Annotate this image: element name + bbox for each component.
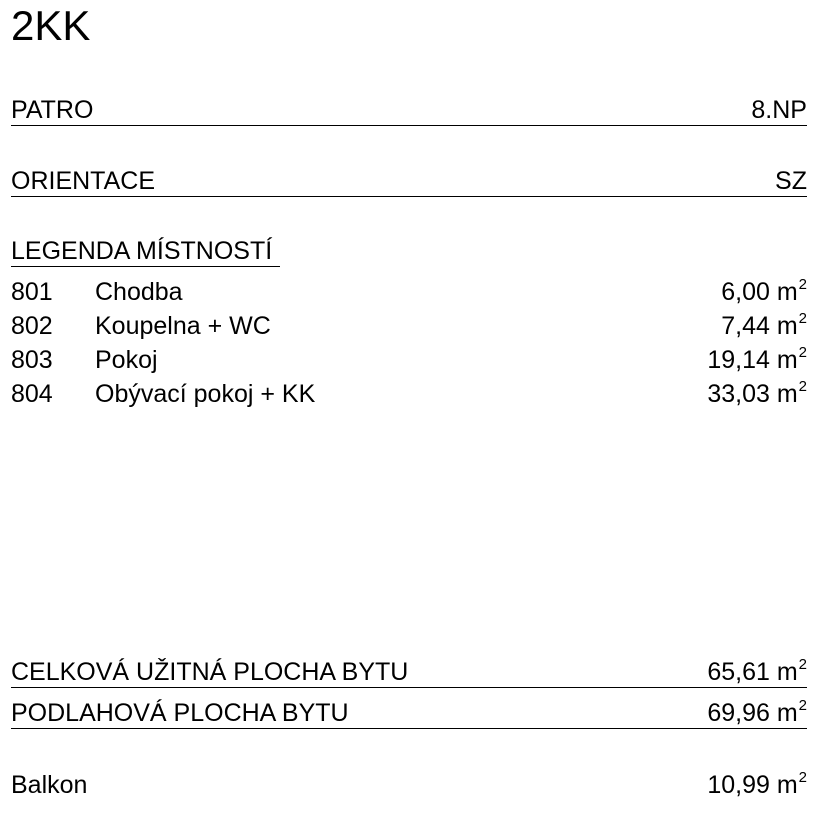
room-row	[11, 277, 807, 307]
floor-row	[11, 95, 807, 126]
usable-area-label: CELKOVÁ UŽITNÁ PLOCHA BYTU	[11, 658, 409, 686]
room-name: Chodba	[95, 278, 183, 306]
balcony-row	[11, 770, 807, 800]
apartment-type-title: 2KK	[11, 2, 91, 49]
room-area: 7,44 $m^2$	[721, 309, 807, 340]
floor-area-row	[11, 698, 807, 729]
room-number: 802	[11, 312, 53, 340]
room-legend-title: LEGENDA MÍSTNOSTÍ	[11, 236, 280, 267]
usable-area-row	[11, 657, 807, 688]
room-row	[11, 311, 807, 341]
orientation-value: SZ	[775, 167, 807, 195]
room-area: 33,03 $m^2$	[707, 377, 807, 408]
room-row	[11, 379, 807, 409]
room-number: 801	[11, 278, 53, 306]
orientation-row	[11, 166, 807, 197]
room-name: Koupelna + WC	[95, 312, 271, 340]
floor-value: 8.NP	[751, 96, 807, 124]
room-number: 803	[11, 346, 53, 374]
floor-label: PATRO	[11, 96, 94, 124]
balcony-label: Balkon	[11, 771, 88, 799]
room-area: 6,00 $m^2$	[721, 275, 807, 306]
room-row	[11, 345, 807, 375]
room-name: Obývací pokoj + KK	[95, 380, 316, 408]
usable-area-value: 65,61 $m^2$	[707, 655, 807, 686]
orientation-label: ORIENTACE	[11, 167, 155, 195]
room-name: Pokoj	[95, 346, 158, 374]
floor-area-label: PODLAHOVÁ PLOCHA BYTU	[11, 699, 349, 727]
room-number: 804	[11, 380, 53, 408]
balcony-value: 10,99 $m^2$	[707, 768, 807, 799]
room-area: 19,14 $m^2$	[707, 343, 807, 374]
floor-area-value: 69,96 $m^2$	[707, 696, 807, 727]
